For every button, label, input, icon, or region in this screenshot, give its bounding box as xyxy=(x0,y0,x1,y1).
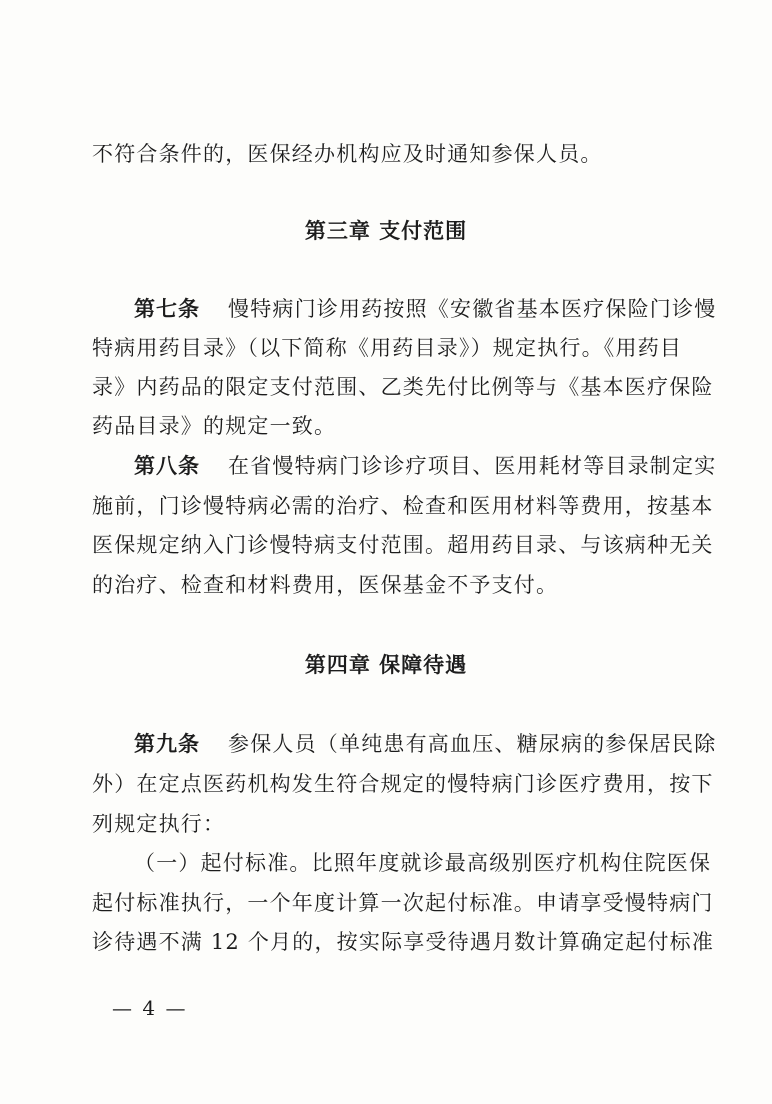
chapter-heading: 第三章 支付范围 xyxy=(304,219,468,243)
article-first-line xyxy=(92,729,717,759)
article-text: 参保人员（单纯患有高血压、糖尿病的参保居民除 xyxy=(228,732,717,756)
text-line: 列规定执行： xyxy=(92,812,226,836)
item-text: 起付标准。比照年度就诊最高级别医疗机构住院医保 xyxy=(200,851,712,875)
article-label: 第九条 xyxy=(134,732,200,756)
text-line: 特病用药目录》（以下简称《用药目录》）规定执行。《用药目 xyxy=(92,336,683,360)
text-line: 录》内药品的限定支付范围、乙类先付比例等与《基本医疗保险 xyxy=(92,375,714,399)
article-text: 在省慢特病门诊诊疗项目、医用耗材等目录制定实 xyxy=(228,454,717,478)
text-line: 的治疗、检查和材料费用，医保基金不予支付。 xyxy=(92,573,559,597)
article-label: 第八条 xyxy=(134,454,200,478)
text-line: 外）在定点医药机构发生符合规定的慢特病门诊医疗费用，按下 xyxy=(92,772,714,796)
article-first-line xyxy=(92,294,717,324)
item-first-line xyxy=(92,848,712,878)
text-line: 施前，门诊慢特病必需的治疗、检查和医用材料等费用，按基本 xyxy=(92,494,714,518)
text-line: 诊待遇不满 12 个月的，按实际享受待遇月数计算确定起付标准 xyxy=(92,930,715,954)
text-line: 医保规定纳入门诊慢特病支付范围。超用药目录、与该病种无关 xyxy=(92,533,714,557)
text-line: 药品目录》的规定一致。 xyxy=(92,414,337,438)
article-text: 慢特病门诊用药按照《安徽省基本医疗保险门诊慢 xyxy=(228,297,717,321)
article-label: 第七条 xyxy=(134,297,200,321)
chapter-heading: 第四章 保障待遇 xyxy=(304,653,468,677)
article-first-line xyxy=(92,451,717,481)
item-label: （一） xyxy=(134,851,201,875)
text-line: 不符合条件的，医保经办机构应及时通知参保人员。 xyxy=(92,142,603,166)
page-number: — 4 — xyxy=(112,996,188,1020)
text-line: 起付标准执行，一个年度计算一次起付标准。申请享受慢特病门 xyxy=(92,891,714,915)
